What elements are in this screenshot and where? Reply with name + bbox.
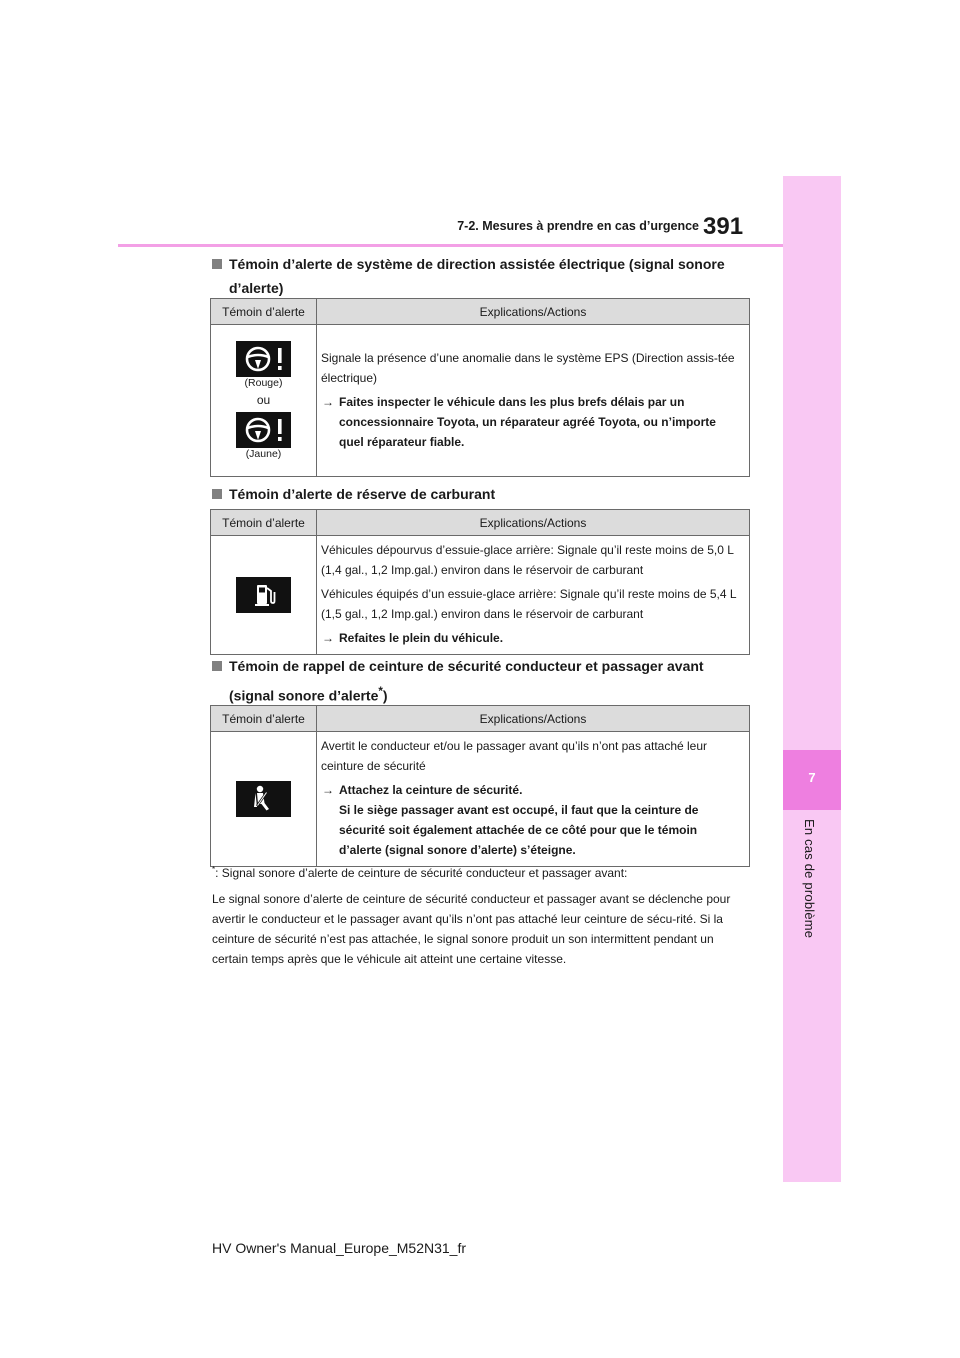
section-title-line: Témoin de rappel de ceinture de sécurité conducteur et passager avant <box>229 658 704 674</box>
footnote <box>212 860 752 883</box>
action-text-line: quel réparateur fiable. <box>339 434 465 449</box>
section-title-line: Témoin d’alerte de réserve de carburant <box>229 486 496 502</box>
steering-wheel-exclamation-icon <box>236 412 291 448</box>
header-divider <box>118 244 783 247</box>
section-title-line: (signal sonore d’alerte <box>229 687 379 704</box>
action-text-line: sécurité soit également attachée de ce côté pour que le témoin <box>339 823 698 837</box>
action-item <box>321 628 745 648</box>
section-title-line: d’alerte) <box>229 280 284 296</box>
footnote-mark: * <box>378 685 383 698</box>
action-item <box>321 392 745 452</box>
square-bullet-icon <box>212 489 222 499</box>
arrow-right-icon: → <box>322 631 334 645</box>
page-footer: HV Owner's Manual_Europe_M52N31_fr <box>212 1240 467 1256</box>
page-number: 391 <box>703 213 744 240</box>
column-header-explanations: Explications/Actions <box>317 706 750 732</box>
icon-or-label: ou <box>256 392 271 407</box>
section-title-line: Témoin d’alerte de système de direction assistée électrique (signal sonore <box>229 256 725 272</box>
section-title-eps <box>212 252 752 300</box>
explanation-cell <box>317 536 750 655</box>
explanation-cell <box>317 325 750 477</box>
column-header-warning-light: Témoin d’alerte <box>211 706 317 732</box>
action-text-line: Attachez la ceinture de sécurité. <box>339 783 523 797</box>
explanation-cell <box>317 732 750 867</box>
column-header-warning-light: Témoin d’alerte <box>211 510 317 536</box>
fuel-warning-table <box>210 509 750 655</box>
section-title-end: ) <box>382 687 388 704</box>
action-text-line: Si le siège passager avant est occupé, il faut que la ceinture de <box>339 803 699 817</box>
arrow-right-icon: → <box>322 783 334 797</box>
fuel-pump-icon <box>236 577 291 613</box>
action-text-line: Refaites le plein du véhicule. <box>339 631 504 645</box>
square-bullet-icon <box>212 661 222 671</box>
column-header-explanations: Explications/Actions <box>317 299 750 325</box>
icon-caption-yellow: (Jaune) <box>245 447 282 460</box>
warning-light-cell <box>211 536 317 655</box>
body-paragraph: Le signal sonore d’alerte de ceinture de sécurité conducteur et passager avant se déclenche pour avertir le conducteur et le passager avant qu’ils n’ont pas attaché leur ceinture de sécu-rité. Si la ceinture de sécurité n’est pas attachée, le signal sonore produit un son intermittent pendant un certain temps après que le véhicule ait atteint une certaine vitesse. <box>212 892 731 966</box>
action-text-line: Faites inspecter le véhicule dans les plus brefs délais par un <box>339 394 685 409</box>
column-header-explanations: Explications/Actions <box>317 510 750 536</box>
footnote-mark: * <box>212 865 216 874</box>
chapter-side-tab <box>783 176 841 1182</box>
explanation-text: Signale la présence d’une anomalie dans le système EPS (Direction assis-tée électrique) <box>321 350 735 385</box>
seatbelt-warning-table <box>210 705 750 867</box>
chapter-number: 7 <box>808 770 816 785</box>
arrow-right-icon: → <box>322 394 334 409</box>
action-text-line: d’alerte (signal sonore d’alerte) s’éteigne. <box>339 843 576 857</box>
chapter-number-box <box>783 750 841 810</box>
section-title-seatbelt <box>212 654 752 709</box>
action-item <box>321 780 745 860</box>
section-title-fuel <box>212 482 752 506</box>
warning-light-cell <box>211 732 317 867</box>
steering-wheel-exclamation-icon <box>236 341 291 377</box>
chapter-title: En cas de problème <box>802 819 817 939</box>
warning-light-cell <box>211 325 317 477</box>
footnote-text: : Signal sonore d’alerte de ceinture de sécurité conducteur et passager avant: <box>215 866 628 880</box>
header-section-title: 7-2. Mesures à prendre en cas d’urgence <box>457 219 699 233</box>
eps-warning-table <box>210 298 750 477</box>
icon-caption-red: (Rouge) <box>244 376 283 389</box>
column-header-warning-light: Témoin d’alerte <box>211 299 317 325</box>
explanation-text: Véhicules équipés d’un essuie-glace arrière: Signale qu’il reste moins de 5,4 L (1,5 gal., 1,2 Imp.gal.) environ dans le réservoir de carburant <box>321 587 737 621</box>
explanation-text: Avertit le conducteur et/ou le passager avant qu’ils n’ont pas attaché leur ceinture de sécurité <box>321 739 708 773</box>
square-bullet-icon <box>212 259 222 269</box>
seatbelt-icon <box>236 781 291 817</box>
action-text-line: concessionnaire Toyota, un réparateur agréé Toyota, ou n’importe <box>339 414 716 429</box>
explanation-text: Véhicules dépourvus d’essuie-glace arrière: Signale qu’il reste moins de 5,0 L (1,4 gal., 1,2 Imp.gal.) environ dans le réservoir de carburant <box>321 543 734 577</box>
